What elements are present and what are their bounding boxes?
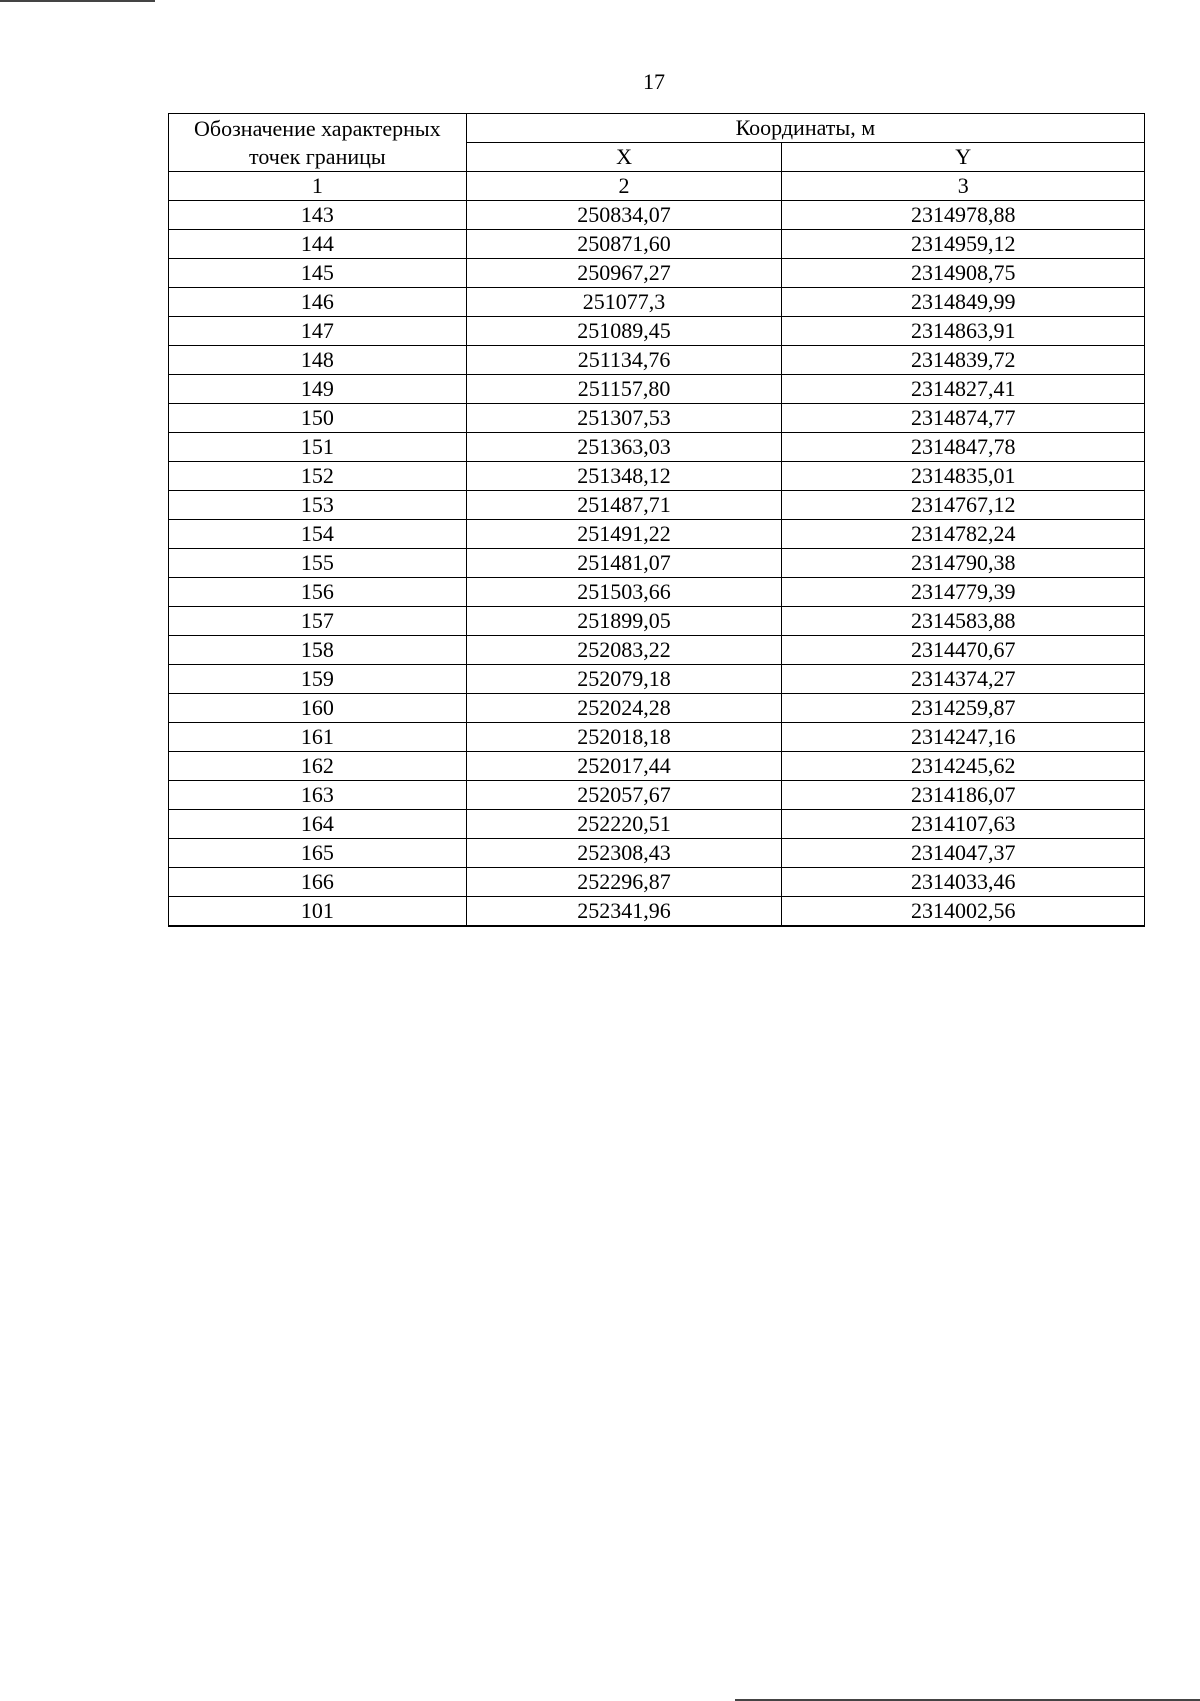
x-coordinate-cell: 251503,66	[466, 578, 782, 607]
point-cell: 157	[169, 607, 467, 636]
column-number: 2	[466, 172, 782, 201]
table-row	[169, 520, 1145, 549]
x-coordinate-cell: 252083,22	[466, 636, 782, 665]
table-row	[169, 665, 1145, 694]
x-coordinate-cell: 250834,07	[466, 201, 782, 230]
table-row	[169, 491, 1145, 520]
table-row	[169, 781, 1145, 810]
x-coordinate-cell: 252341,96	[466, 897, 782, 927]
table-row	[169, 549, 1145, 578]
point-cell: 156	[169, 578, 467, 607]
table-row	[169, 462, 1145, 491]
table-row	[169, 868, 1145, 897]
x-coordinate-cell: 251089,45	[466, 317, 782, 346]
table-row	[169, 636, 1145, 665]
x-coordinate-cell: 251157,80	[466, 375, 782, 404]
table-row	[169, 839, 1145, 868]
table-row	[169, 607, 1145, 636]
table-row	[169, 810, 1145, 839]
x-coordinate-cell: 251899,05	[466, 607, 782, 636]
point-cell: 146	[169, 288, 467, 317]
y-coordinate-cell: 2314374,27	[782, 665, 1145, 694]
table-row	[169, 752, 1145, 781]
x-coordinate-cell: 250871,60	[466, 230, 782, 259]
y-coordinate-cell: 2314186,07	[782, 781, 1145, 810]
point-cell: 158	[169, 636, 467, 665]
x-column-header: X	[466, 143, 782, 172]
y-coordinate-cell: 2314839,72	[782, 346, 1145, 375]
point-cell: 148	[169, 346, 467, 375]
x-coordinate-cell: 251134,76	[466, 346, 782, 375]
point-cell: 153	[169, 491, 467, 520]
x-coordinate-cell: 251481,07	[466, 549, 782, 578]
x-coordinate-cell: 251348,12	[466, 462, 782, 491]
y-coordinate-cell: 2314959,12	[782, 230, 1145, 259]
coordinates-table	[168, 113, 1145, 927]
table-row	[169, 201, 1145, 230]
x-coordinate-cell: 252220,51	[466, 810, 782, 839]
point-cell: 145	[169, 259, 467, 288]
point-cell: 164	[169, 810, 467, 839]
point-designation-header: Обозначение характерных точек границы	[169, 114, 467, 172]
point-cell: 161	[169, 723, 467, 752]
page-number: 17	[643, 69, 665, 94]
point-cell: 147	[169, 317, 467, 346]
x-coordinate-cell: 252296,87	[466, 868, 782, 897]
column-number: 3	[782, 172, 1145, 201]
x-coordinate-cell: 252308,43	[466, 839, 782, 868]
x-coordinate-cell: 251363,03	[466, 433, 782, 462]
x-coordinate-cell: 251307,53	[466, 404, 782, 433]
y-coordinate-cell: 2314779,39	[782, 578, 1145, 607]
y-column-header: Y	[782, 143, 1145, 172]
x-coordinate-cell: 252018,18	[466, 723, 782, 752]
point-cell: 154	[169, 520, 467, 549]
x-coordinate-cell: 251491,22	[466, 520, 782, 549]
y-coordinate-cell: 2314033,46	[782, 868, 1145, 897]
y-coordinate-cell: 2314790,38	[782, 549, 1145, 578]
table-body	[169, 201, 1145, 927]
y-coordinate-cell: 2314107,63	[782, 810, 1145, 839]
point-cell: 149	[169, 375, 467, 404]
y-coordinate-cell: 2314978,88	[782, 201, 1145, 230]
y-coordinate-cell: 2314874,77	[782, 404, 1145, 433]
y-coordinate-cell: 2314002,56	[782, 897, 1145, 927]
point-cell: 162	[169, 752, 467, 781]
point-cell: 150	[169, 404, 467, 433]
y-coordinate-cell: 2314047,37	[782, 839, 1145, 868]
point-cell: 151	[169, 433, 467, 462]
y-coordinate-cell: 2314908,75	[782, 259, 1145, 288]
table-row	[169, 433, 1145, 462]
point-cell: 101	[169, 897, 467, 927]
table-row	[169, 375, 1145, 404]
x-coordinate-cell: 252024,28	[466, 694, 782, 723]
y-coordinate-cell: 2314835,01	[782, 462, 1145, 491]
y-coordinate-cell: 2314470,67	[782, 636, 1145, 665]
point-cell: 165	[169, 839, 467, 868]
x-coordinate-cell: 250967,27	[466, 259, 782, 288]
coordinates-header: Координаты, м	[466, 114, 1144, 143]
y-coordinate-cell: 2314259,87	[782, 694, 1145, 723]
y-coordinate-cell: 2314847,78	[782, 433, 1145, 462]
point-cell: 163	[169, 781, 467, 810]
point-cell: 159	[169, 665, 467, 694]
y-coordinate-cell: 2314245,62	[782, 752, 1145, 781]
table-row	[169, 288, 1145, 317]
y-coordinate-cell: 2314583,88	[782, 607, 1145, 636]
point-cell: 144	[169, 230, 467, 259]
x-coordinate-cell: 251077,3	[466, 288, 782, 317]
y-coordinate-cell: 2314827,41	[782, 375, 1145, 404]
table-row	[169, 578, 1145, 607]
point-cell: 143	[169, 201, 467, 230]
y-coordinate-cell: 2314782,24	[782, 520, 1145, 549]
x-coordinate-cell: 252079,18	[466, 665, 782, 694]
table-row	[169, 723, 1145, 752]
x-coordinate-cell: 252017,44	[466, 752, 782, 781]
point-cell: 152	[169, 462, 467, 491]
table-row	[169, 694, 1145, 723]
y-coordinate-cell: 2314849,99	[782, 288, 1145, 317]
x-coordinate-cell: 251487,71	[466, 491, 782, 520]
x-coordinate-cell: 252057,67	[466, 781, 782, 810]
point-cell: 155	[169, 549, 467, 578]
table-row	[169, 259, 1145, 288]
y-coordinate-cell: 2314863,91	[782, 317, 1145, 346]
table-row	[169, 230, 1145, 259]
column-number: 1	[169, 172, 467, 201]
table-row	[169, 346, 1145, 375]
table-row	[169, 404, 1145, 433]
point-cell: 166	[169, 868, 467, 897]
y-coordinate-cell: 2314767,12	[782, 491, 1145, 520]
scan-edge-line-top	[0, 0, 155, 2]
table-row	[169, 317, 1145, 346]
point-cell: 160	[169, 694, 467, 723]
y-coordinate-cell: 2314247,16	[782, 723, 1145, 752]
table-row	[169, 897, 1145, 927]
